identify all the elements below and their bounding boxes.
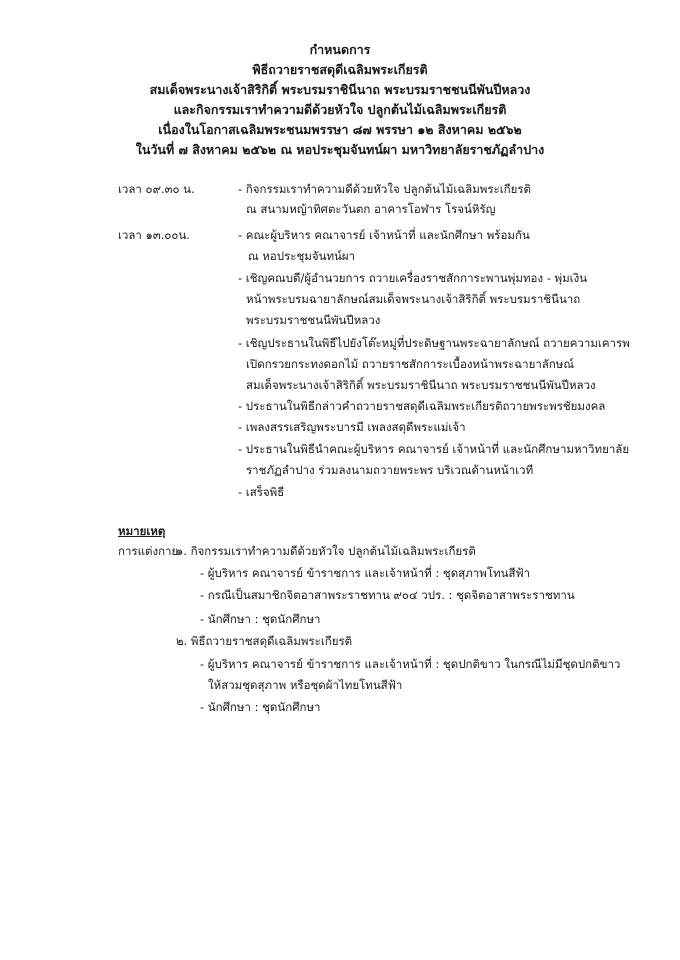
schedule-item-4-cont-2: สมเด็จพระนางเจ้าสิริกิติ์ พระบรมราชินีนาถ พระบรมราชชนนีพันปีหลวง: [246, 378, 596, 392]
header-line-5: ในวันที่ ๗ สิงหาคม ๒๕๖๒ ณ หอประชุมจันทน์ผา มหาวิทยาลัยราชภัฏลำปาง: [135, 142, 545, 157]
schedule-item-7-cont: ราชภัฏลำปาง ร่วมลงนามถวายพระพร บริเวณด้านหน้าเวที: [246, 463, 534, 477]
schedule-item-3-cont: หน้าพระบรมฉายาลักษณ์สมเด็จพระนางเจ้าสิริกิติ์ พระบรมราชินีนาถ: [246, 292, 581, 306]
schedule-item-7: - ประธานในพิธีนำคณะผู้บริหาร คณาจารย์ เจ้าหน้าที่ และนักศึกษามหาวิทยาลัย: [238, 442, 630, 456]
schedule-item-1: - กิจกรรมเราทำความดีด้วยหัวใจ ปลูกต้นไม้เฉลิมพระเกียรติ: [238, 182, 531, 196]
header-line-4: เนื่องในโอกาสเฉลิมพระชนมพรรษา ๘๗ พรรษา ๑๒ สิงหาคม ๒๕๖๒: [158, 122, 522, 137]
note-2: ๒. พิธีถวายราชสดุดีเฉลิมพระเกียรติ: [176, 634, 353, 648]
schedule-item-8: - เสร็จพิธี: [238, 485, 285, 499]
schedule-time-1: เวลา ๐๙.๓๐ น.: [118, 182, 195, 196]
schedule-time-2: เวลา ๑๓.๐๐น.: [118, 228, 190, 242]
header-line-3: และกิจกรรมเราทำความดีด้วยหัวใจ ปลูกต้นไม้เฉลิมพระเกียรติ: [173, 102, 507, 117]
document-header: [0, 40, 680, 160]
schedule-item-3: - เชิญคณบดี/ผู้อำนวยการ ถวายเครื่องราชสักการะพานพุ่มทอง - พุ่มเงิน: [238, 271, 588, 285]
schedule-item-5: - ประธานในพิธีกล่าวคำถวายราชสดุดีเฉลิมพระเกียรติถวายพระพรชัยมงคล: [238, 399, 606, 413]
header-title: กำหนดการ: [309, 42, 371, 57]
note-2-a: - ผู้บริหาร คณาจารย์ ข้าราชการ และเจ้าหน้าที่ : ชุดปกติขาว ในกรณีไม่มีชุดปกติขาว: [200, 657, 621, 671]
notes-dress-label: การแต่งกาย: [118, 544, 179, 558]
notes-heading: หมายเหตุ: [118, 524, 166, 538]
schedule-item-2-location: ณ หอประชุมจันทน์ผา: [248, 249, 356, 263]
schedule-item-6: - เพลงสรรเสริญพระบารมี เพลงสดุดีพระแม่เจ้า: [238, 420, 466, 434]
schedule-item-1-location: ณ สนามหญ้าทิศตะวันตก อาคารโอฬาร โรจน์หิรัญ: [246, 202, 496, 216]
note-1: ๑. กิจกรรมเราทำความดีด้วยหัวใจ ปลูกต้นไม้เฉลิมพระเกียรติ: [176, 544, 476, 558]
header-line-2: สมเด็จพระนางเจ้าสิริกิติ์ พระบรมราชินีนาถ พระบรมราชชนนีพันปีหลวง: [149, 82, 531, 97]
note-1-a: - ผู้บริหาร คณาจารย์ ข้าราชการ และเจ้าหน้าที่ : ชุดสุภาพโทนสีฟ้า: [200, 566, 531, 580]
note-2-a-cont: ให้สวมชุดสุภาพ หรือชุดผ้าไทยโทนสีฟ้า: [208, 678, 403, 692]
schedule-item-3-cont-2: พระบรมราชชนนีพันปีหลวง: [246, 313, 381, 327]
schedule-item-4-cont: เปิดกรวยกระทงดอกไม้ ถวายราชสักการะเบื้องหน้าพระฉายาลักษณ์: [246, 357, 575, 371]
note-2-b: - นักศึกษา : ชุดนักศึกษา: [200, 700, 321, 714]
schedule-item-2: - คณะผู้บริหาร คณาจารย์ เจ้าหน้าที่ และนักศึกษา พร้อมกัน: [238, 228, 530, 242]
note-1-b: - กรณีเป็นสมาชิกจิตอาสาพระราชทาน ๙๐๔ วปร. : ชุดจิตอาสาพระราชทาน: [200, 588, 575, 602]
note-1-c: - นักศึกษา : ชุดนักศึกษา: [200, 612, 321, 626]
schedule-item-4: - เชิญประธานในพิธีไปยังโต๊ะหมู่ที่ประดิษฐานพระฉายาลักษณ์ ถวายความเคารพ: [238, 336, 630, 350]
header-line-1: พิธีถวายราชสดุดีเฉลิมพระเกียรติ: [252, 62, 428, 77]
